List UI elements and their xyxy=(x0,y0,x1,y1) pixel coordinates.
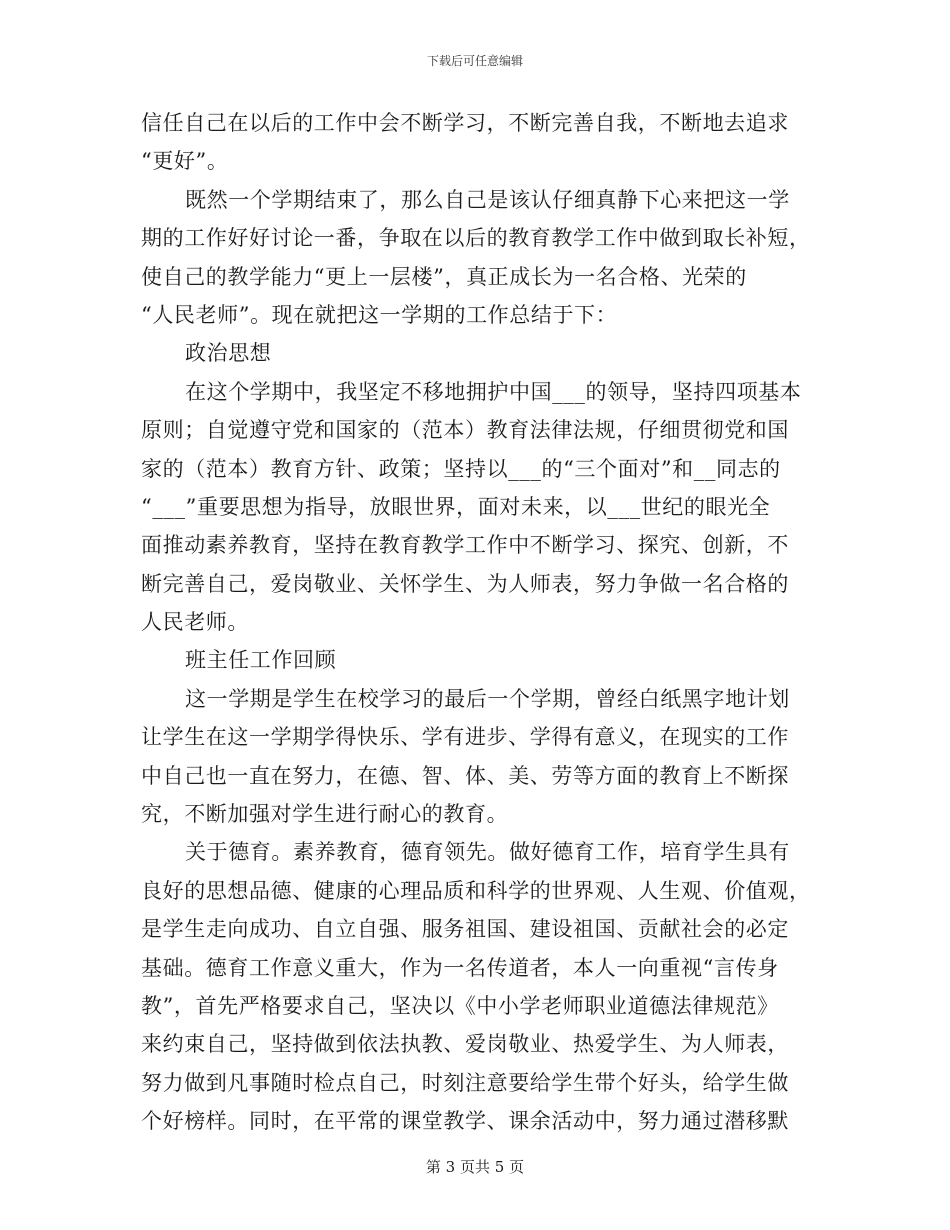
text-line: 断完善自己，爱岗敬业、关怀学生、为人师表，努力争做一名合格的 xyxy=(141,571,789,596)
text-line: 努力做到凡事随时检点自己，时刻注意要给学生带个好头，给学生做 xyxy=(141,1070,789,1095)
text-line: 中自己也一直在努力，在德、智、体、美、劳等方面的教育上不断探 xyxy=(141,763,789,788)
text-line: 教”，首先严格要求自己，坚决以《中小学老师职业道德法律规范》 xyxy=(141,993,779,1018)
text-line: “人民老师”。现在就把这一学期的工作总结于下： xyxy=(141,302,618,327)
paragraph-start-line: 这一学期是学生在校学习的最后一个学期，曾经白纸黑字地计划 xyxy=(185,686,790,711)
text-line: 来约束自己，坚持做到依法执教、爱岗敬业、热爱学生、为人师表， xyxy=(141,1032,789,1057)
text-line: 个好榜样。同时，在平常的课堂教学、课余活动中，努力通过潜移默 xyxy=(141,1109,789,1134)
section-heading-politics: 政治思想 xyxy=(185,341,272,366)
paragraph-start-line: 既然一个学期结束了，那么自己是该认仔细真静下心来把这一学 xyxy=(185,187,790,212)
text-line: 原则；自觉遵守党和国家的（范本）教育法律法规，仔细贯彻党和国 xyxy=(141,418,789,443)
text-line: 家的（范本）教育方针、政策；坚持以___的“三个面对”和__同志的 xyxy=(141,456,781,481)
text-line: 良好的思想品德、健康的心理品质和科学的世界观、人生观、价值观， xyxy=(141,878,811,903)
section-heading-class-teacher: 班主任工作回顾 xyxy=(185,648,337,673)
page-header: 下载后可任意编辑 xyxy=(426,54,523,68)
text-line: “___”重要思想为指导，放眼世界，面对未来，以___世纪的眼光全 xyxy=(141,494,771,519)
text-line: 面推动素养教育，坚持在教育教学工作中不断学习、探究、创新，不 xyxy=(141,533,789,558)
page-number-footer: 第 3 页共 5 页 xyxy=(425,1158,525,1176)
paragraph-start-line: 关于德育。素养教育，德育领先。做好德育工作，培育学生具有 xyxy=(185,840,790,865)
text-line: 让学生在这一学期学得快乐、学有进步、学得有意义，在现实的工作 xyxy=(141,725,789,750)
text-line: 究，不断加强对学生进行耐心的教育。 xyxy=(141,802,509,827)
text-line: 基础。德育工作意义重大，作为一名传道者，本人一向重视“言传身 xyxy=(141,955,779,980)
text-line: 期的工作好好讨论一番，争取在以后的教育教学工作中做到取长补短， xyxy=(141,226,811,251)
text-line: 是学生走向成功、自立自强、服务祖国、建设祖国、贡献社会的必定 xyxy=(141,917,789,942)
text-line: 信任自己在以后的工作中会不断学习，不断完善自我，不断地去追求 xyxy=(141,111,789,135)
text-line: 使自己的教学能力“更上一层楼”，真正成长为一名合格、光荣的 xyxy=(141,264,747,289)
document-body xyxy=(141,104,811,1141)
text-line: 人民老师。 xyxy=(141,610,249,635)
paragraph-start-line: 在这个学期中，我坚定不移地拥护中国___的领导，坚持四项基本 xyxy=(185,379,802,404)
text-line: “更好”。 xyxy=(141,149,229,174)
